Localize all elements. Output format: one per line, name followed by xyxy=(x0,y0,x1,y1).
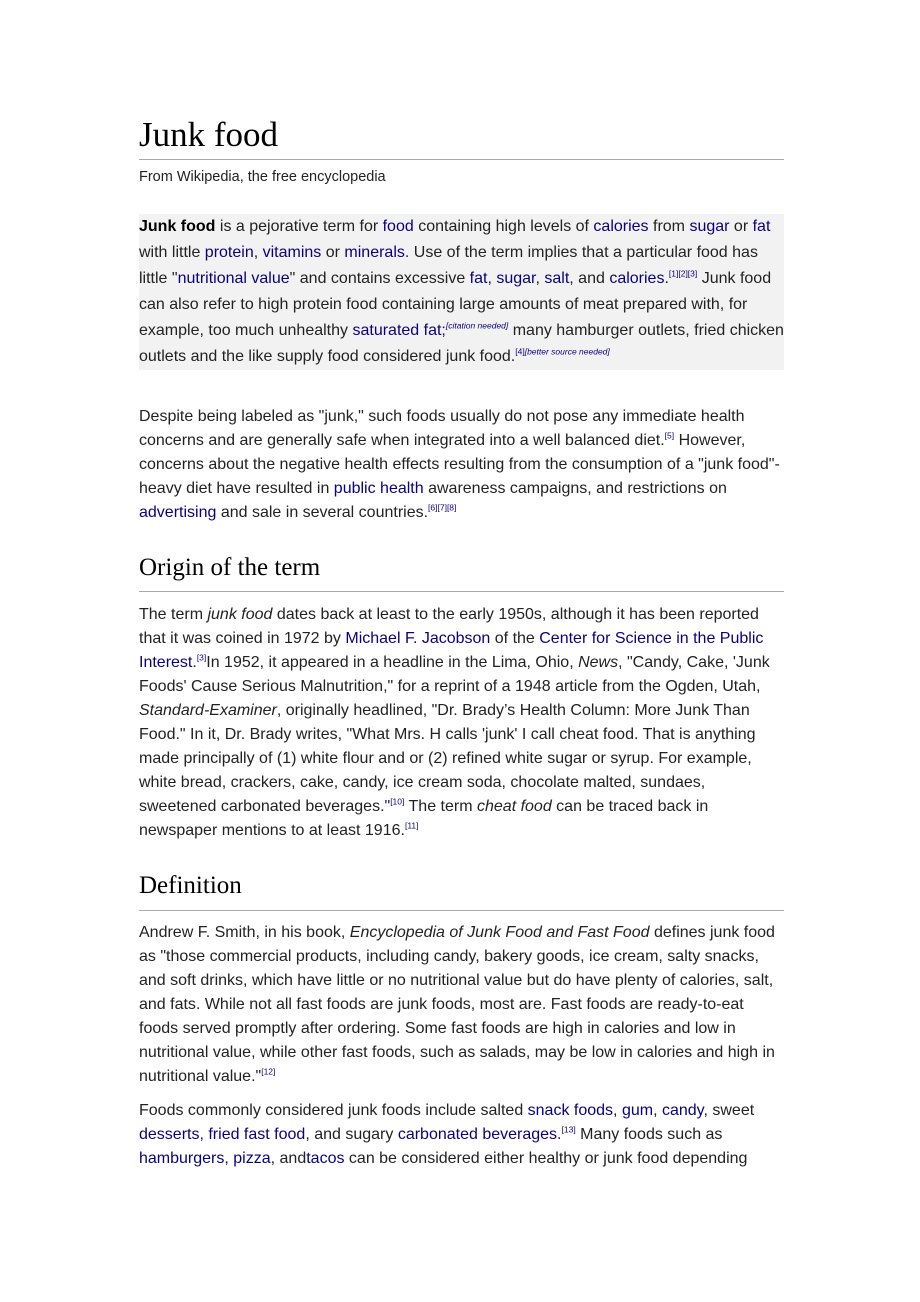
page-title: Junk food xyxy=(139,115,279,154)
reference-marker[interactable] xyxy=(515,347,524,357)
italic-text: Encyclopedia of Junk Food and Fast Food xyxy=(349,924,650,941)
ref-link[interactable]: [12] xyxy=(261,1066,276,1077)
text: containing high levels of xyxy=(413,218,594,235)
reference-marker[interactable] xyxy=(197,653,206,663)
text: , and xyxy=(569,270,610,287)
italic-text: junk food xyxy=(207,606,273,623)
lead-bold-term: Junk food xyxy=(139,218,216,235)
link-public-health[interactable]: public health xyxy=(333,480,424,497)
text: , and sugary xyxy=(305,1126,398,1143)
link-fat[interactable]: fat xyxy=(752,218,771,235)
reference-marker[interactable] xyxy=(390,797,404,807)
text: is a pejorative term for xyxy=(215,218,383,235)
text: , xyxy=(253,244,263,261)
text: " and contains excessive xyxy=(289,270,470,287)
text: . xyxy=(557,1126,562,1143)
text: , xyxy=(487,270,497,287)
reference-marker[interactable] xyxy=(665,431,674,441)
heading-origin: Origin of the term xyxy=(139,554,321,581)
text: or xyxy=(321,244,345,261)
text: , xyxy=(199,1126,209,1143)
link-calories-2[interactable]: calories xyxy=(609,270,665,287)
reference-marker[interactable] xyxy=(405,821,419,831)
link-gum[interactable]: gum xyxy=(621,1102,654,1119)
text: with little xyxy=(139,244,205,261)
paragraph-2 xyxy=(139,405,784,525)
link-advertising[interactable]: advertising xyxy=(139,504,217,521)
text: dates back at least to the early 1950s, although it has been reported that it was coined in 1972 by xyxy=(139,606,759,647)
ref-link[interactable]: [13] xyxy=(561,1124,576,1135)
text: Andrew F. Smith, in his book, xyxy=(139,924,350,941)
reference-marker[interactable] xyxy=(428,503,456,513)
heading-divider xyxy=(139,910,784,911)
link-food[interactable]: food xyxy=(382,218,414,235)
text: can be traced back in newspaper mentions to at least 1916. xyxy=(139,798,709,839)
link-snack-foods[interactable]: snack foods xyxy=(527,1102,614,1119)
text: The term xyxy=(404,798,477,815)
link-candy[interactable]: candy xyxy=(661,1102,704,1119)
italic-text: News xyxy=(578,654,619,671)
italic-text: Standard-Examiner xyxy=(139,702,277,719)
ref-link[interactable]: [11] xyxy=(404,820,419,831)
text: of the xyxy=(490,630,540,647)
citation-needed-marker[interactable] xyxy=(446,321,508,331)
link-saturated-fat[interactable]: saturated fat xyxy=(352,322,442,339)
text: , and xyxy=(270,1150,307,1167)
text: Junk food can also refer to high protein food containing large amounts of meat prepared with, for example, too much unhealthy xyxy=(139,270,772,339)
paragraph-definition xyxy=(139,921,784,1089)
text: or xyxy=(729,218,753,235)
ref-link[interactable]: [5] xyxy=(664,430,675,441)
ref-link[interactable]: [better source needed] xyxy=(524,346,610,357)
text: . xyxy=(664,270,669,287)
link-fat-2[interactable]: fat xyxy=(469,270,488,287)
text: from xyxy=(648,218,690,235)
ref-link[interactable]: [citation needed] xyxy=(445,320,509,331)
text: , sweet xyxy=(703,1102,755,1119)
lead-paragraph xyxy=(139,214,784,370)
reference-marker[interactable] xyxy=(669,269,697,279)
title-divider xyxy=(139,159,784,160)
text: awareness campaigns, and restrictions on xyxy=(423,480,727,497)
link-sugar[interactable]: sugar xyxy=(689,218,730,235)
link-vitamins[interactable]: vitamins xyxy=(262,244,322,261)
text: , xyxy=(224,1150,234,1167)
paragraph-foods xyxy=(139,1099,784,1171)
link-desserts[interactable]: desserts xyxy=(139,1126,200,1143)
text: many hamburger outlets, fried chicken outlets and the like supply food considered junk food. xyxy=(139,322,784,365)
link-nutritional-value[interactable]: nutritional value xyxy=(177,270,290,287)
link-salt[interactable]: salt xyxy=(544,270,570,287)
ref-link[interactable]: [10] xyxy=(390,796,405,807)
text: . Use of the term implies that a particular food has little " xyxy=(139,244,758,287)
link-hamburgers[interactable]: hamburgers xyxy=(139,1150,225,1167)
paragraph-origin xyxy=(139,603,784,843)
text: Despite being labeled as "junk," such foods usually do not pose any immediate health concerns and are generally safe when integrated into a well balanced diet. xyxy=(139,408,745,449)
ref-link[interactable]: [6][7][8] xyxy=(428,502,457,513)
reference-marker[interactable] xyxy=(261,1067,275,1077)
heading-definition: Definition xyxy=(139,872,242,899)
text: The term xyxy=(139,606,208,623)
link-michael-jacobson[interactable]: Michael F. Jacobson xyxy=(345,630,491,647)
text: defines junk food as "those commercial products, including candy, bakery goods, ice cream, salty snacks, and soft drinks, which have little or no nutritional value but do have plenty of calories, salt, and fats. While not all fast foods are junk foods, most are. Fast foods are ready-to-eat foods served promptly after ordering. Some fast foods are high in calories and low in nutritional value, while other fast foods, such as salads, may be low in calories and high in nutritional value." xyxy=(139,924,775,1085)
text: , "Candy, Cake, 'Junk Foods' Cause Serious Malnutrition," for a reprint of a 1948 article from the Ogden, Utah, xyxy=(139,654,770,695)
link-fried-fast-food[interactable]: fried fast food xyxy=(208,1126,306,1143)
text: Foods commonly considered junk foods include salted xyxy=(139,1102,528,1119)
ref-link[interactable]: [4] xyxy=(515,346,525,357)
better-source-marker[interactable] xyxy=(525,347,610,357)
ref-link[interactable]: [3] xyxy=(196,652,207,663)
text: Many foods such as xyxy=(575,1126,723,1143)
link-sugar-2[interactable]: sugar xyxy=(496,270,536,287)
italic-text: cheat food xyxy=(477,798,552,815)
link-cspi[interactable]: Center for Science in the Public Interest xyxy=(139,630,764,671)
ref-link[interactable]: [1][2][3] xyxy=(668,268,698,279)
link-protein[interactable]: protein xyxy=(204,244,254,261)
text: ; xyxy=(441,322,446,339)
link-tacos[interactable]: tacos xyxy=(306,1150,345,1167)
link-calories[interactable]: calories xyxy=(593,218,649,235)
heading-divider xyxy=(139,591,784,592)
text: , originally headlined, "Dr. Brady’s Health Column: More Junk Than Food." In it, Dr. Brady writes, "What Mrs. H calls 'junk' I call cheat food. That is anything made principally of (1) white flour and or (2) refined white sugar or syrup. For example, white bread, crackers, cake, candy, ice cream soda, chocolate malted, sundaes, sweetened carbonated beverages." xyxy=(139,702,756,815)
link-minerals[interactable]: minerals xyxy=(344,244,405,261)
reference-marker[interactable] xyxy=(562,1125,576,1135)
text: , xyxy=(613,1102,622,1119)
text: However, concerns about the negative health effects resulting from the consumption of a "junk food"-heavy diet have resulted in xyxy=(139,432,780,497)
text: can be considered either healthy or junk food depending xyxy=(344,1150,748,1167)
text: and sale in several countries. xyxy=(216,504,429,521)
text: , xyxy=(535,270,545,287)
link-pizza[interactable]: pizza xyxy=(233,1150,271,1167)
link-carbonated-beverages[interactable]: carbonated beverages xyxy=(397,1126,558,1143)
text: In 1952, it appeared in a headline in the Lima, Ohio, xyxy=(206,654,579,671)
text: , xyxy=(653,1102,662,1119)
tagline: From Wikipedia, the free encyclopedia xyxy=(139,169,386,185)
text: . xyxy=(192,654,197,671)
